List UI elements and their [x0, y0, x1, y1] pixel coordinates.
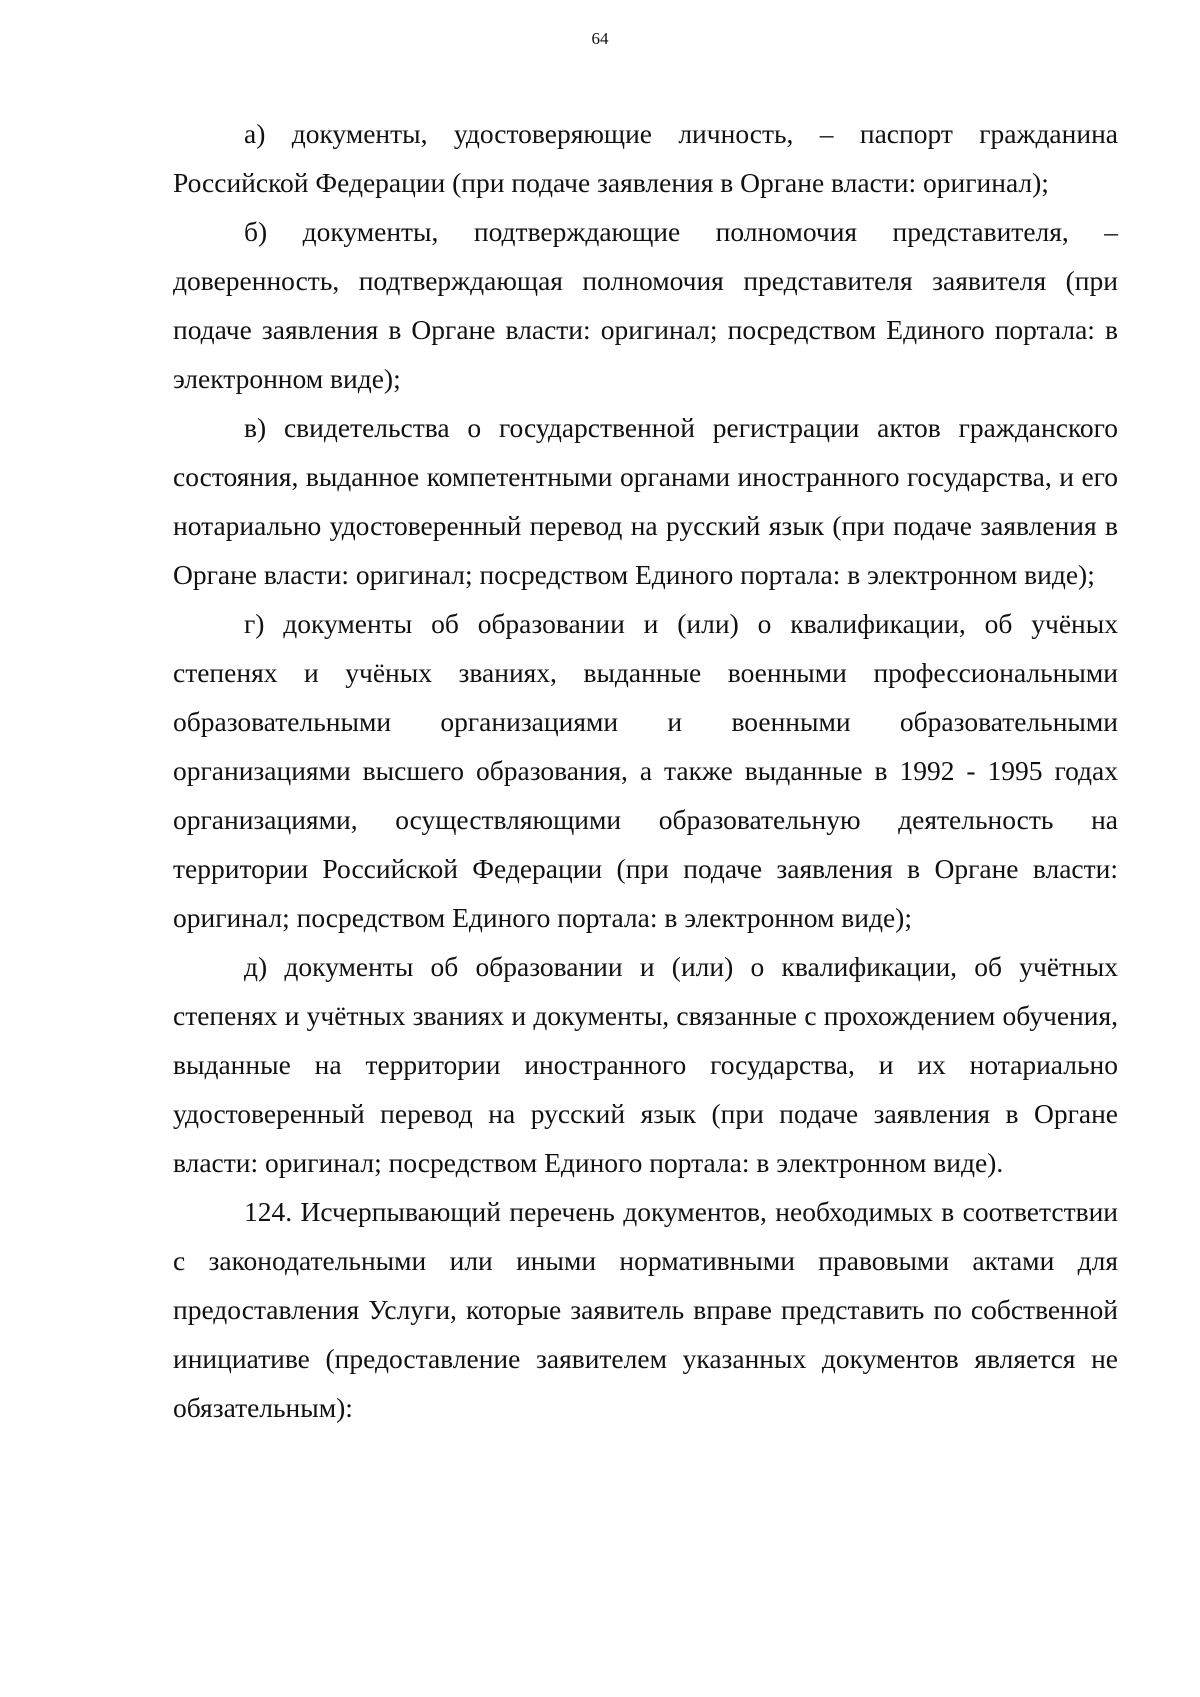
- paragraph-civil-status-certificates: в) свидетельства о государственной регистрации актов гражданского состояния, выданное компетентными органами иностранного государства, и его нотариально удостоверенный перевод на русский язык (при подаче заявления в Органе власти: оригинал; посредством Единого портала: в электронном виде);: [173, 412, 1118, 590]
- paragraph-item-124: 124. Исчерпывающий перечень документов, необходимых в соответствии с законодательными или иными нормативными правовыми актами для предоставления Услуги, которые заявитель вправе представить по собственной инициативе (предоставление заявителем указанных документов является не обязательным):: [173, 1196, 1118, 1423]
- paragraph-identity-documents: а) документы, удостоверяющие личность, – паспорт гражданина Российской Федерации (при подаче заявления в Органе власти: оригинал);: [173, 118, 1118, 198]
- paragraph-military-education-documents: г) документы об образовании и (или) о квалификации, об учёных степенях и учёных званиях, выданные военными профессиональными образовательными организациями и военными образовательными организациями высшего образования, а также выданные в 1992 - 1995 годах организациями, осуществляющими образовательную деятельность на территории Российской Федерации (при подаче заявления в Органе власти: оригинал; посредством Единого портала: в электронном виде);: [173, 608, 1118, 933]
- document-body: [173, 109, 1118, 1432]
- page-number: 64: [591, 29, 609, 48]
- paragraph-representative-authority: б) документы, подтверждающие полномочия представителя, – доверенность, подтверждающая полномочия представителя заявителя (при подаче заявления в Органе власти: оригинал; посредством Единого портала: в электронном виде);: [173, 216, 1118, 394]
- paragraph-foreign-education-documents: д) документы об образовании и (или) о квалификации, об учётных степенях и учётных званиях и документы, связанные с прохождением обучения, выданные на территории иностранного государства, и их нотариально удостоверенный перевод на русский язык (при подаче заявления в Органе власти: оригинал; посредством Единого портала: в электронном виде).: [173, 951, 1118, 1178]
